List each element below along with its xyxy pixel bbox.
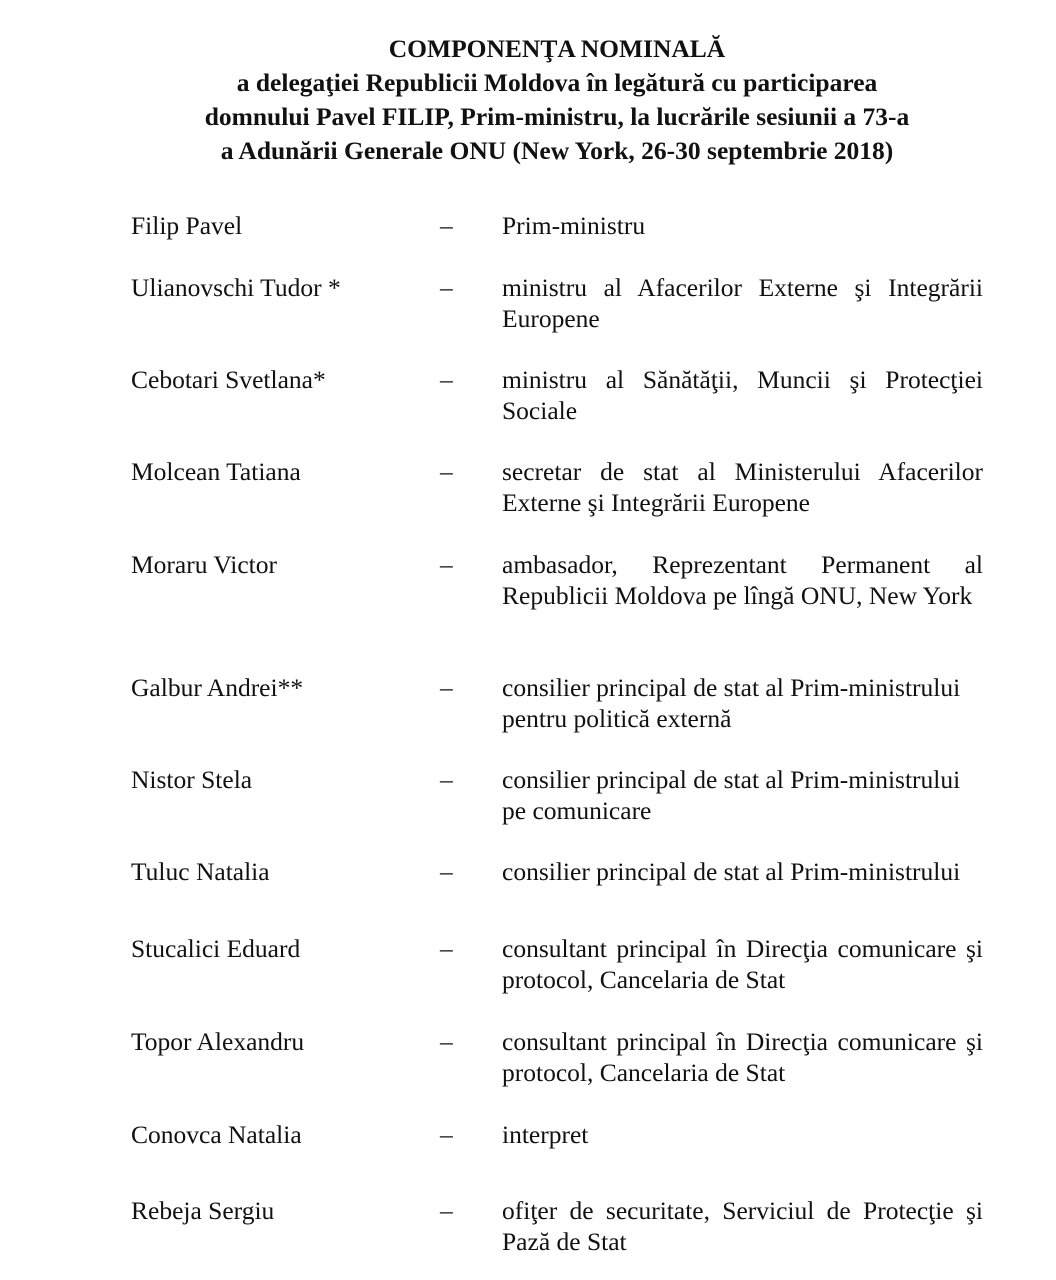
member-role: ambasador, Reprezentant Permanent al Republicii Moldova pe lîngă ONU, New York: [502, 550, 983, 610]
separator-dash: –: [440, 550, 453, 579]
member-name: Ulianovschi Tudor *: [131, 273, 341, 302]
member-name: Filip Pavel: [131, 211, 243, 240]
separator-dash: –: [440, 273, 453, 302]
member-name: Cebotari Svetlana*: [131, 365, 326, 394]
title-line-4: a Adunării Generale ONU (New York, 26-30 septembrie 2018): [220, 136, 894, 165]
separator-dash: –: [440, 857, 453, 886]
separator-dash: –: [440, 1196, 453, 1225]
document-title: [0, 32, 1056, 168]
separator-dash: –: [440, 673, 453, 702]
member-name: Topor Alexandru: [131, 1027, 305, 1056]
member-role: consultant principal în Direcţia comunicare şi protocol, Cancelaria de Stat: [502, 1027, 983, 1087]
member-role: secretar de stat al Ministerului Afacerilor Externe şi Integrării Europene: [502, 457, 983, 517]
member-role: ministru al Sănătăţii, Muncii şi Protecţiei Sociale: [502, 365, 983, 425]
separator-dash: –: [440, 457, 453, 486]
member-role: consilier principal de stat al Prim-ministrului: [502, 857, 961, 886]
separator-dash: –: [440, 934, 453, 963]
member-role: ministru al Afacerilor Externe şi Integrării Europene: [502, 273, 983, 333]
member-name: Nistor Stela: [131, 765, 253, 794]
member-name: Conovca Natalia: [131, 1120, 302, 1149]
separator-dash: –: [440, 211, 453, 240]
member-name: Stucalici Eduard: [131, 934, 301, 963]
member-role: consultant principal în Direcţia comunicare şi protocol, Cancelaria de Stat: [502, 934, 983, 994]
member-role: consilier principal de stat al Prim-ministrului pentru politică externă: [502, 673, 961, 733]
title-line-2: a delegaţiei Republicii Moldova în legătură cu participarea: [236, 68, 878, 97]
title-line-1: COMPONENŢA NOMINALĂ: [388, 34, 726, 63]
separator-dash: –: [440, 1027, 453, 1056]
separator-dash: –: [440, 1120, 453, 1149]
member-name: Galbur Andrei**: [131, 673, 304, 702]
member-role: Prim-ministru: [502, 211, 646, 240]
separator-dash: –: [440, 765, 453, 794]
member-name: Tuluc Natalia: [131, 857, 270, 886]
member-name: Rebeja Sergiu: [131, 1196, 275, 1225]
title-line-3: domnului Pavel FILIP, Prim-ministru, la lucrările sesiunii a 73-a: [204, 102, 910, 131]
member-role: ofiţer de securitate, Serviciul de Protecţie şi Pază de Stat: [502, 1196, 983, 1256]
member-role: interpret: [502, 1120, 589, 1149]
member-name: Moraru Victor: [131, 550, 278, 579]
separator-dash: –: [440, 365, 453, 394]
member-role: consilier principal de stat al Prim-ministrului pe comunicare: [502, 765, 961, 825]
member-name: Molcean Tatiana: [131, 457, 301, 486]
